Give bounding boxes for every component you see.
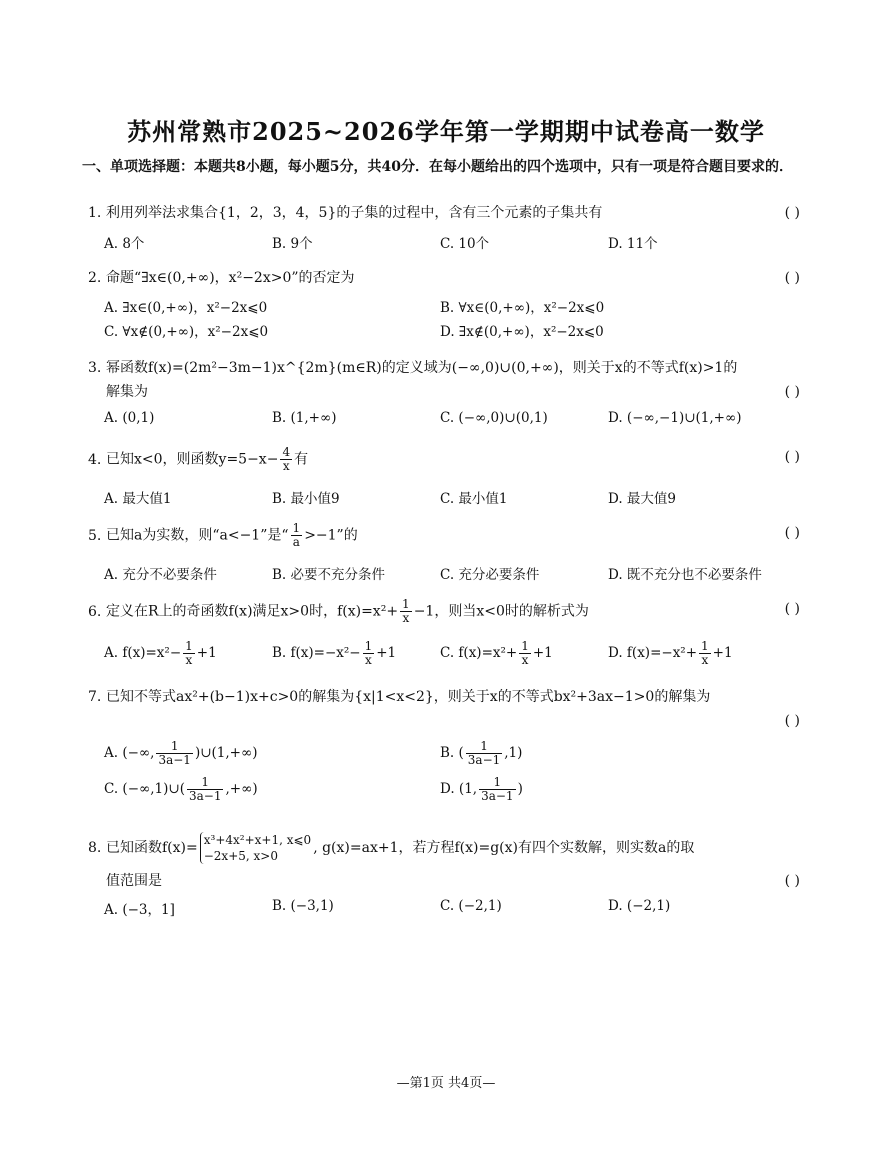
question-4 — [88, 446, 808, 473]
answer-paren: ( ) — [784, 449, 800, 465]
answer-paren: ( ) — [784, 205, 800, 221]
answer-paren: ( ) — [784, 873, 800, 889]
option-d: D. f(x)=−x²+ $\frac{1}{x}$ +1 — [608, 639, 733, 667]
page-footer: —第1页 共4页— — [396, 1076, 496, 1091]
answer-paren: ( ) — [784, 713, 800, 729]
question-number: 8. — [88, 840, 102, 856]
option-b: B. 必要不充分条件 — [272, 567, 386, 583]
option-c: C. 最小值1 — [440, 491, 508, 507]
option-a: A. (−∞, $\frac{1}{3a-1}$ )∪(1,+∞) — [104, 739, 258, 767]
option-c: C. f(x)=x²+ $\frac{1}{x}$ +1 — [440, 639, 553, 667]
question-stem: 定义在R上的奇函数f(x)满足x>0时，f(x)=x²+ — [106, 603, 399, 620]
question-2 — [88, 267, 808, 289]
option-c: C. (−∞,0)∪(0,1) — [440, 410, 548, 426]
question-number: 6. — [88, 603, 102, 620]
question-number: 7. — [88, 689, 102, 705]
question-stem: 已知x<0，则函数y=5−x− — [106, 451, 279, 468]
question-1 — [88, 202, 808, 224]
question-3 — [88, 357, 808, 379]
question-8 — [88, 832, 808, 864]
option-a: A. 充分不必要条件 — [104, 567, 217, 583]
option-a: A. ∃x∈(0,+∞)，x²−2x⩽0 — [104, 300, 268, 316]
option-a: A. 8个 — [104, 236, 145, 252]
option-c: C. 充分必要条件 — [440, 567, 540, 583]
question-stem-cont: 解集为 — [106, 384, 148, 400]
option-d: D. (−∞,−1)∪(1,+∞) — [608, 410, 742, 426]
answer-paren: ( ) — [784, 601, 800, 617]
piecewise-function: x³+4x²+x+1, x⩽0 −2x+5, x>0 — [200, 832, 311, 864]
question-3-line2 — [88, 381, 808, 403]
option-a: A. f(x)=x²− $\frac{1}{x}$ +1 — [104, 639, 217, 667]
answer-paren: ( ) — [784, 384, 800, 400]
question-stem: 已知a为实数，则“a<−1”是“ — [106, 527, 289, 544]
question-stem-cont: 值范围是 — [106, 873, 162, 889]
answer-paren: ( ) — [784, 525, 800, 541]
option-b: B. f(x)=−x²− $\frac{1}{x}$ +1 — [272, 639, 397, 667]
option-d: D. (−2,1) — [608, 898, 671, 914]
question-number: 3. — [88, 360, 102, 376]
option-b: B. 9个 — [272, 236, 313, 252]
question-number: 4. — [88, 451, 102, 468]
question-number: 1. — [88, 205, 102, 221]
question-8-line2 — [88, 870, 808, 892]
page-title: 苏州常熟市2025~2026学年第一学期期中试卷高一数学 — [127, 117, 765, 146]
option-c: C. ∀x∉(0,+∞)，x²−2x⩽0 — [104, 324, 269, 340]
question-stem: 命题“∃x∈(0,+∞)，x²−2x>0”的否定为 — [106, 270, 355, 286]
option-a: A. (−3，1] — [104, 902, 175, 918]
option-a: A. (0,1) — [104, 410, 155, 426]
option-c: C. (−2,1) — [440, 898, 502, 914]
option-c: C. (−∞,1)∪( $\frac{1}{3a-1}$ ,+∞) — [104, 775, 258, 803]
question-stem-end: >−1”的 — [304, 527, 358, 544]
option-b: B. (−3,1) — [272, 898, 334, 914]
option-c: C. 10个 — [440, 236, 490, 252]
question-stem: 已知不等式ax²+(b−1)x+c>0的解集为{x|1<x<2}，则关于x的不等式bx²+3ax−1>0的解集为 — [106, 689, 711, 705]
option-d: D. 既不充分也不必要条件 — [608, 567, 762, 583]
question-number: 2. — [88, 270, 102, 286]
fraction: $\frac{4}{x}$ — [282, 445, 291, 473]
question-stem-end: 有 — [294, 451, 309, 468]
section-heading: 一、单项选择题：本题共8小题，每小题5分，共40分．在每小题给出的四个选项中，只有一项是符合题目要求的． — [82, 159, 793, 175]
option-d: D. ∃x∉(0,+∞)，x²−2x⩽0 — [440, 324, 604, 340]
question-stem-end: , g(x)=ax+1，若方程f(x)=g(x)有四个实数解，则实数a的取 — [313, 840, 695, 856]
question-stem: 已知函数f(x)= — [106, 840, 198, 856]
option-b: B. 最小值9 — [272, 491, 340, 507]
question-number: 5. — [88, 527, 102, 544]
option-d: D. 11个 — [608, 236, 658, 252]
question-5 — [88, 522, 808, 549]
option-d: D. (1, $\frac{1}{3a-1}$ ) — [440, 775, 523, 803]
fraction: $\frac{1}{x}$ — [402, 597, 410, 625]
option-a: A. 最大值1 — [104, 491, 172, 507]
answer-paren: ( ) — [784, 270, 800, 286]
question-7 — [88, 686, 808, 708]
fraction: $\frac{1}{a}$ — [292, 521, 301, 549]
question-stem: 利用列举法求集合{1，2，3，4，5}的子集的过程中，含有三个元素的子集共有 — [106, 205, 603, 221]
question-6 — [88, 598, 808, 625]
option-b: B. (1,+∞) — [272, 410, 337, 426]
question-stem-end: −1，则当x<0时的解析式为 — [413, 603, 589, 620]
option-d: D. 最大值9 — [608, 491, 677, 507]
question-stem: 幂函数f(x)=(2m²−3m−1)x^{2m}(m∈R)的定义域为(−∞,0)∪(0,+∞)，则关于x的不等式f(x)>1的 — [106, 360, 738, 376]
option-b: B. ∀x∈(0,+∞)，x²−2x⩽0 — [440, 300, 605, 316]
option-b: B. ( $\frac{1}{3a-1}$ ,1) — [440, 739, 523, 767]
